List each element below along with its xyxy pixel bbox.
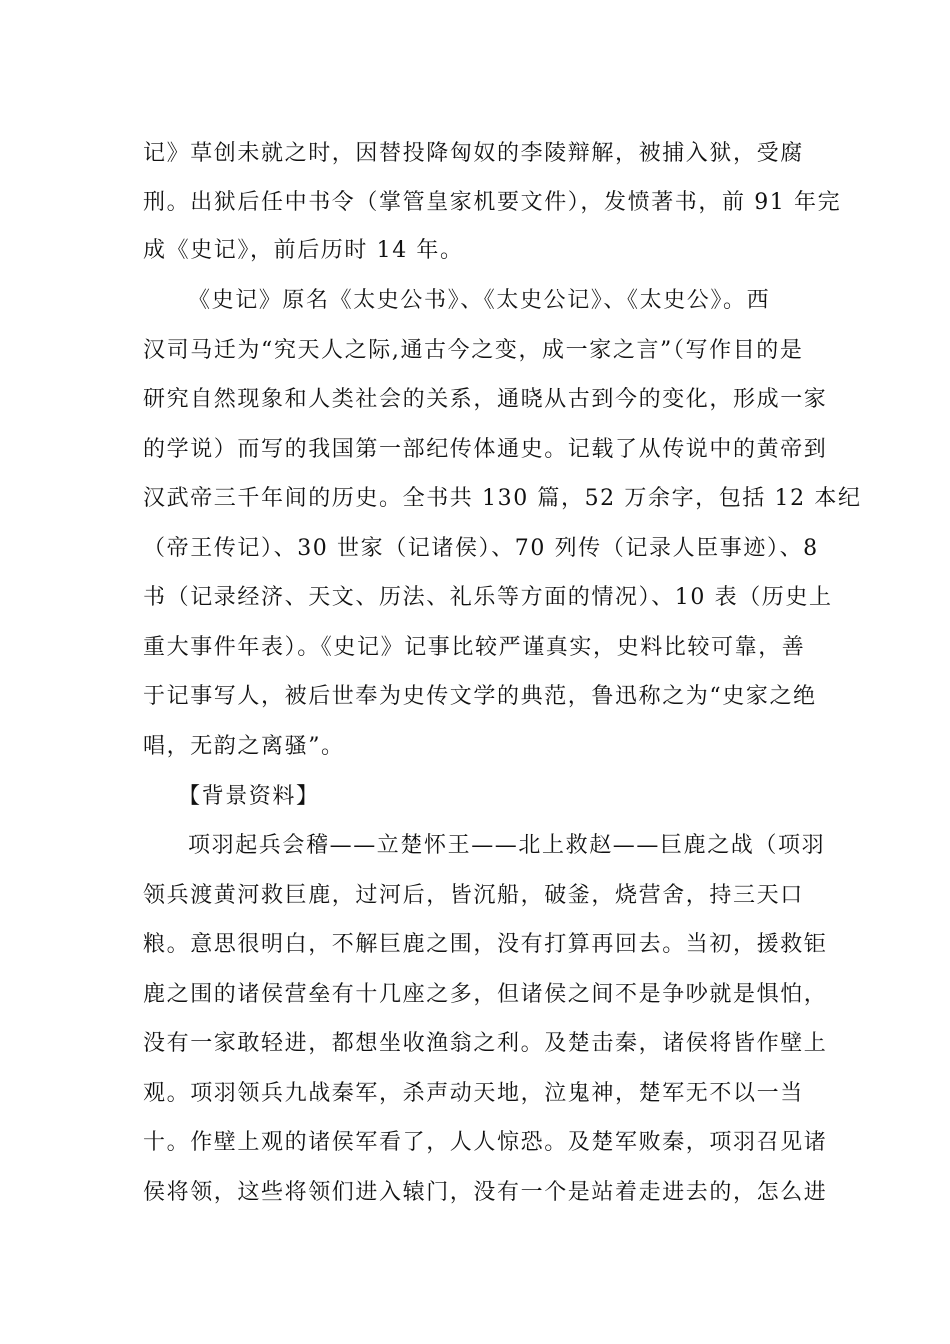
text-line-16: 领兵渡黄河救巨鹿，过河后，皆沉船，破釜，烧营舍，持三天口 xyxy=(143,883,804,908)
text-line-3: 成《史记》，前后历时 14 年。 xyxy=(143,238,464,263)
text-line-6: 研究自然现象和人类社会的关系，通晓从古到今的变化，形成一家 xyxy=(143,387,828,412)
text-line-7: 的学说）而写的我国第一部纪传体通史。记载了从传说中的黄帝到 xyxy=(143,437,828,462)
text-line-2: 刑。出狱后任中书令（掌管皇家机要文件），发愤著书，前 91 年完 xyxy=(143,190,842,215)
text-line-5: 汉司马迁为“究天人之际,通古今之变，成一家之言”（写作目的是 xyxy=(143,338,804,363)
text-line-10: 书（记录经济、天文、历法、礼乐等方面的情况）、10 表（历史上 xyxy=(143,585,833,610)
text-line-21: 十。作壁上观的诸侯军看了，人人惊恐。及楚军败秦，项羽召见诸 xyxy=(143,1130,828,1155)
text-line-19: 没有一家敢轻进，都想坐收渔翁之利。及楚击秦，诸侯将皆作壁上 xyxy=(143,1031,828,1056)
text-line-1: 记》草创未就之时，因替投降匈奴的李陵辩解，被捕入狱，受腐 xyxy=(143,141,804,166)
text-line-17: 粮。意思很明白，不解巨鹿之围，没有打算再回去。当初，援救钜 xyxy=(143,932,828,957)
text-line-9: （帝王传记）、30 世家（记诸侯）、70 列传（记录人臣事迹）、8 xyxy=(143,536,819,561)
section-heading: 【背景资料】 xyxy=(178,784,320,809)
text-line-15: 项羽起兵会稽——立楚怀王——北上救赵——巨鹿之战（项羽 xyxy=(188,833,826,858)
text-line-12: 于记事写人，被后世奉为史传文学的典范，鲁迅称之为“史家之绝 xyxy=(143,684,817,709)
text-line-22: 侯将领，这些将领们进入辕门，没有一个是站着走进去的，怎么进 xyxy=(143,1180,828,1205)
text-line-4: 《史记》原名《太史公书》、《太史公记》、《太史公》。西 xyxy=(188,288,771,313)
text-line-11: 重大事件年表）。《史记》记事比较严谨真实，史料比较可靠，善 xyxy=(143,635,806,660)
text-line-13: 唱，无韵之离骚”。 xyxy=(143,734,345,759)
text-line-8: 汉武帝三千年间的历史。全书共 130 篇，52 万余字，包括 12 本纪 xyxy=(143,486,862,511)
text-line-20: 观。项羽领兵九战秦军，杀声动天地，泣鬼神，楚军无不以一当 xyxy=(143,1081,804,1106)
text-line-18: 鹿之围的诸侯营垒有十几座之多，但诸侯之间不是争吵就是惧怕， xyxy=(143,982,828,1007)
